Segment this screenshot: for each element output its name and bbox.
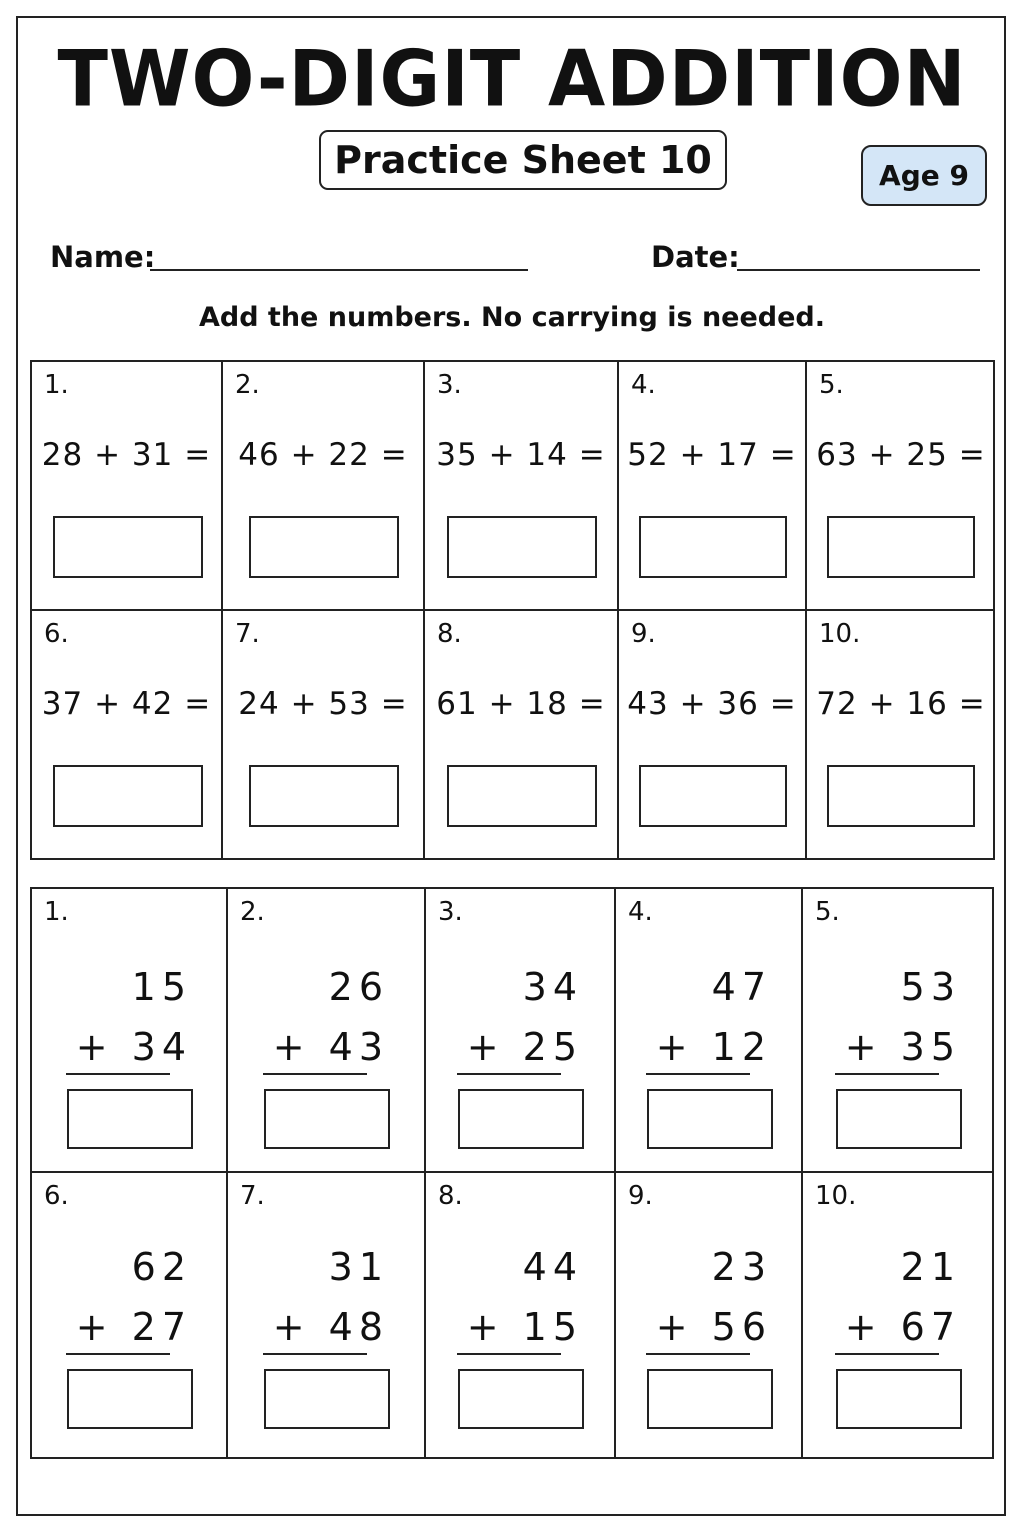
top-addend: 15: [131, 965, 192, 1009]
problem-cell: [616, 889, 803, 1173]
problem-cell: [223, 362, 425, 611]
answer-box[interactable]: [836, 1089, 962, 1149]
age-badge-label: Age 9: [879, 159, 969, 192]
problem-expression: 72 + 16 =: [816, 686, 986, 722]
top-addend: 34: [522, 965, 583, 1009]
answer-box[interactable]: [67, 1369, 193, 1429]
vertical-problems-grid: [30, 887, 994, 1459]
problem-number: 8.: [437, 619, 462, 649]
problem-number: 1.: [44, 897, 69, 927]
answer-box[interactable]: [827, 516, 975, 578]
problem-number: 2.: [240, 897, 265, 927]
problem-cell: [32, 1173, 228, 1459]
problem-number: 6.: [44, 619, 69, 649]
problem-expression: 61 + 18 =: [436, 686, 606, 722]
sum-line: [835, 1073, 939, 1075]
problem-number: 1.: [44, 370, 69, 400]
problem-expression: 46 + 22 =: [238, 437, 408, 473]
problem-cell: [425, 362, 619, 611]
sum-line: [263, 1073, 367, 1075]
bottom-addend: + 34: [75, 1025, 192, 1069]
problem-number: 9.: [631, 619, 656, 649]
name-field[interactable]: [150, 269, 528, 271]
problem-cell: [426, 1173, 616, 1459]
subtitle: Practice Sheet 10: [334, 138, 712, 182]
name-label: Name:: [50, 240, 156, 274]
problem-cell: [803, 889, 994, 1173]
bottom-addend: + 35: [844, 1025, 961, 1069]
sum-line: [263, 1353, 367, 1355]
top-addend: 23: [711, 1245, 772, 1289]
answer-box[interactable]: [458, 1089, 584, 1149]
problem-expression: 28 + 31 =: [41, 437, 212, 473]
problem-number: 4.: [628, 897, 653, 927]
problem-cell: [223, 611, 425, 860]
bottom-addend: + 27: [75, 1305, 192, 1349]
answer-box[interactable]: [458, 1369, 584, 1429]
top-addend: 44: [522, 1245, 583, 1289]
problem-cell: [619, 362, 807, 611]
problem-number: 7.: [235, 619, 260, 649]
top-addend: 62: [131, 1245, 192, 1289]
top-addend: 26: [328, 965, 389, 1009]
problem-expression: 35 + 14 =: [436, 437, 606, 473]
problem-cell: [32, 889, 228, 1173]
answer-box[interactable]: [264, 1089, 390, 1149]
bottom-addend: + 67: [844, 1305, 961, 1349]
problem-cell: [32, 611, 223, 860]
problem-expression: 52 + 17 =: [627, 437, 797, 473]
answer-box[interactable]: [647, 1369, 773, 1429]
problem-expression: 24 + 53 =: [238, 686, 408, 722]
bottom-addend: + 43: [272, 1025, 389, 1069]
problem-number: 7.: [240, 1181, 265, 1211]
answer-box[interactable]: [827, 765, 975, 827]
problem-cell: [619, 611, 807, 860]
problem-number: 10.: [819, 619, 861, 649]
problem-cell: [426, 889, 616, 1173]
problem-number: 10.: [815, 1181, 857, 1211]
problem-cell: [425, 611, 619, 860]
problem-number: 3.: [438, 897, 463, 927]
answer-box[interactable]: [447, 765, 597, 827]
date-field[interactable]: [737, 269, 980, 271]
sum-line: [66, 1073, 170, 1075]
problem-number: 8.: [438, 1181, 463, 1211]
problem-cell: [807, 362, 995, 611]
bottom-addend: + 25: [466, 1025, 583, 1069]
date-label: Date:: [651, 240, 740, 274]
top-addend: 47: [711, 965, 772, 1009]
sum-line: [66, 1353, 170, 1355]
subtitle-box: [319, 130, 727, 190]
answer-box[interactable]: [53, 516, 203, 578]
problem-cell: [228, 1173, 426, 1459]
bottom-addend: + 15: [466, 1305, 583, 1349]
problem-cell: [228, 889, 426, 1173]
bottom-addend: + 56: [655, 1305, 772, 1349]
horizontal-problems-grid: [30, 360, 995, 860]
top-addend: 53: [900, 965, 961, 1009]
problem-cell: [32, 362, 223, 611]
problem-expression: 37 + 42 =: [41, 686, 212, 722]
problem-number: 3.: [437, 370, 462, 400]
problem-number: 5.: [815, 897, 840, 927]
sum-line: [457, 1073, 561, 1075]
problem-expression: 63 + 25 =: [816, 437, 986, 473]
problem-number: 9.: [628, 1181, 653, 1211]
bottom-addend: + 12: [655, 1025, 772, 1069]
answer-box[interactable]: [836, 1369, 962, 1429]
top-addend: 31: [328, 1245, 389, 1289]
problem-cell: [616, 1173, 803, 1459]
problem-expression: 43 + 36 =: [627, 686, 797, 722]
instructions: Add the numbers. No carrying is needed.: [198, 302, 826, 333]
bottom-addend: + 48: [272, 1305, 389, 1349]
problem-number: 2.: [235, 370, 260, 400]
age-badge: [861, 145, 987, 206]
answer-box[interactable]: [53, 765, 203, 827]
page-title: TWO-DIGIT ADDITION: [57, 33, 967, 125]
answer-box[interactable]: [264, 1369, 390, 1429]
problem-number: 6.: [44, 1181, 69, 1211]
sum-line: [646, 1353, 750, 1355]
sum-line: [835, 1353, 939, 1355]
answer-box[interactable]: [639, 516, 787, 578]
problem-cell: [803, 1173, 994, 1459]
answer-box[interactable]: [249, 765, 399, 827]
problem-cell: [807, 611, 995, 860]
problem-number: 5.: [819, 370, 844, 400]
answer-box[interactable]: [447, 516, 597, 578]
answer-box[interactable]: [249, 516, 399, 578]
answer-box[interactable]: [647, 1089, 773, 1149]
answer-box[interactable]: [67, 1089, 193, 1149]
sum-line: [457, 1353, 561, 1355]
top-addend: 21: [900, 1245, 961, 1289]
answer-box[interactable]: [639, 765, 787, 827]
sum-line: [646, 1073, 750, 1075]
problem-number: 4.: [631, 370, 656, 400]
